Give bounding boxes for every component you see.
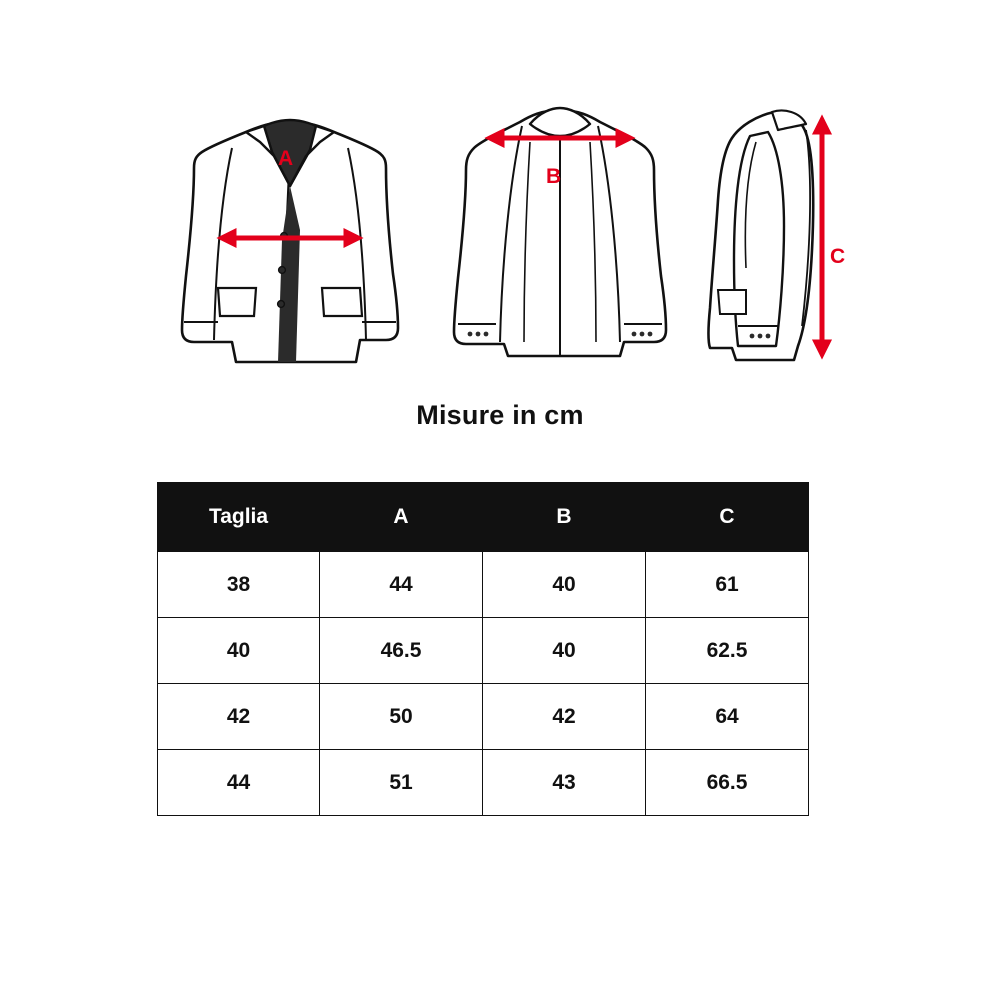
table-row xyxy=(158,552,809,618)
column-header-a: A xyxy=(320,483,483,552)
measure-label-b: B xyxy=(546,165,562,188)
size-table xyxy=(157,482,809,816)
cell-c: 62.5 xyxy=(646,618,809,684)
cell-size: 44 xyxy=(158,750,320,816)
measure-label-a: A xyxy=(278,147,294,170)
cell-b: 40 xyxy=(483,552,646,618)
cell-c: 61 xyxy=(646,552,809,618)
cell-a: 51 xyxy=(320,750,483,816)
column-header-size: Taglia xyxy=(158,483,320,552)
table-header-row xyxy=(158,483,809,552)
cell-a: 50 xyxy=(320,684,483,750)
cell-a: 46.5 xyxy=(320,618,483,684)
cell-b: 43 xyxy=(483,750,646,816)
table-row xyxy=(158,618,809,684)
table-row xyxy=(158,684,809,750)
table-row xyxy=(158,750,809,816)
cell-b: 42 xyxy=(483,684,646,750)
cell-c: 64 xyxy=(646,684,809,750)
jacket-side-view xyxy=(690,90,890,380)
column-header-b: B xyxy=(483,483,646,552)
measure-label-c: C xyxy=(830,245,846,268)
column-header-c: C xyxy=(646,483,809,552)
jacket-back-view xyxy=(430,90,690,380)
measurement-unit-caption: Misure in cm xyxy=(416,400,584,430)
garment-illustrations xyxy=(0,90,1000,380)
cell-c: 66.5 xyxy=(646,750,809,816)
jacket-front-view xyxy=(160,90,420,380)
cell-size: 38 xyxy=(158,552,320,618)
cell-b: 40 xyxy=(483,618,646,684)
cell-size: 42 xyxy=(158,684,320,750)
size-table-container xyxy=(157,482,808,816)
cell-a: 44 xyxy=(320,552,483,618)
cell-size: 40 xyxy=(158,618,320,684)
